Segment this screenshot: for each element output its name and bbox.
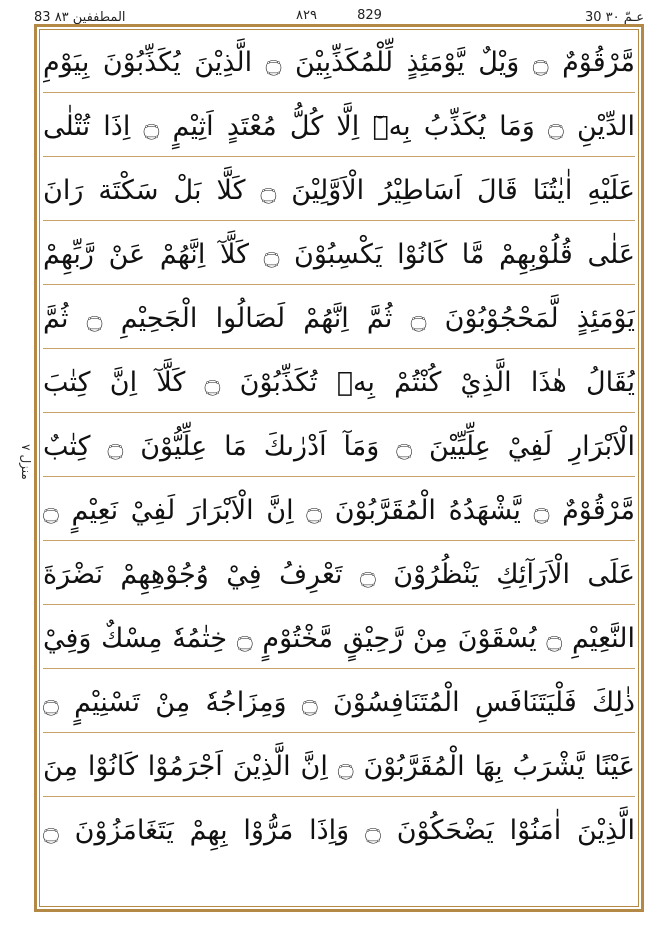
text-line-7: الْاَبْرَارِ لَفِيْ عِلِّيِّيْنَ ۝ وَمَآ اَدْرٰىكَ مَا عِلِّيُّوْنَ ۝ كِتٰبٌ [43,418,635,477]
text-line-8: مَّرْقُوْمٌ ۝ يَّشْهَدُهُ الْمُقَرَّبُوْنَ ۝ اِنَّ الْاَبْرَارَ لَفِيْ نَعِيْمٍ ۝ [43,482,635,541]
page-number-header [34,8,644,23]
text-line-13: الَّذِيْنَ اٰمَنُوْا يَضْحَكُوْنَ ۝ وَاِذَا مَرُّوْا بِهِمْ يَتَغَامَزُوْنَ ۝ [43,815,635,846]
text-line-12: عَيْنًا يَّشْرَبُ بِهَا الْمُقَرَّبُوْنَ ۝ اِنَّ الَّذِيْنَ اَجْرَمُوْا كَانُوْا مِنَ [43,738,635,797]
surah-name-header: 83 المطففين ٨٣ [34,10,126,25]
quran-text-body [43,34,635,865]
text-line-2: الدِّيْنِ ۝ وَمَا يُكَذِّبُ بِهٖٓ اِلَّا كُلُّ مُعْتَدٍ اَثِيْمٍ ۝ اِذَا تُتْلٰى [43,98,635,157]
text-line-6: يُقَالُ هٰذَا الَّذِيْ كُنْتُمْ بِهٖ تُكَذِّبُوْنَ ۝ كَلَّآ اِنَّ كِتٰبَ [43,354,635,413]
page-number-latin: 829 [357,8,382,23]
text-line-9: عَلَى الْاَرَآئِكِ يَنْظُرُوْنَ ۝ تَعْرِفُ فِيْ وُجُوْهِهِمْ نَضْرَةَ [43,546,635,605]
text-line-3: عَلَيْهِ اٰيٰتُنَا قَالَ اَسَاطِيْرُ الْاَوَّلِيْنَ ۝ كَلَّا بَلْ سَكْتَة رَانَ [43,162,635,221]
text-line-1: مَّرْقُوْمٌ ۝ وَيْلٌ يَّوْمَئِذٍ لِّلْمُكَذِّبِيْنَ ۝ الَّذِيْنَ يُكَذِّبُوْنَ بِيَوْمِ [43,34,635,93]
text-line-10: النَّعِيْمِ ۝ يُسْقَوْنَ مِنْ رَّحِيْقٍ مَّخْتُوْمٍ ۝ خِتٰمُهٗ مِسْكٌ وَفِيْ [43,610,635,669]
manzil-side-label: منزل ٧ [18,444,33,480]
text-line-4: عَلٰى قُلُوْبِهِمْ مَّا كَانُوْا يَكْسِبُوْنَ ۝ كَلَّآ اِنَّهُمْ عَنْ رَّبِّهِمْ [43,226,635,285]
juz-name-header: 30 عـمّ ٣٠ [584,10,644,25]
page-number-arabic: ٨٢٩ [296,8,317,23]
text-line-11: ذٰلِكَ فَلْيَتَنَافَسِ الْمُتَنَافِسُوْنَ ۝ وَمِزَاجُهٗ مِنْ تَسْنِيْمٍ ۝ [43,674,635,733]
text-line-5: يَوْمَئِذٍ لَّمَحْجُوْبُوْنَ ۝ ثُمَّ اِنَّهُمْ لَصَالُوا الْجَحِيْمِ ۝ ثُمَّ [43,290,635,349]
